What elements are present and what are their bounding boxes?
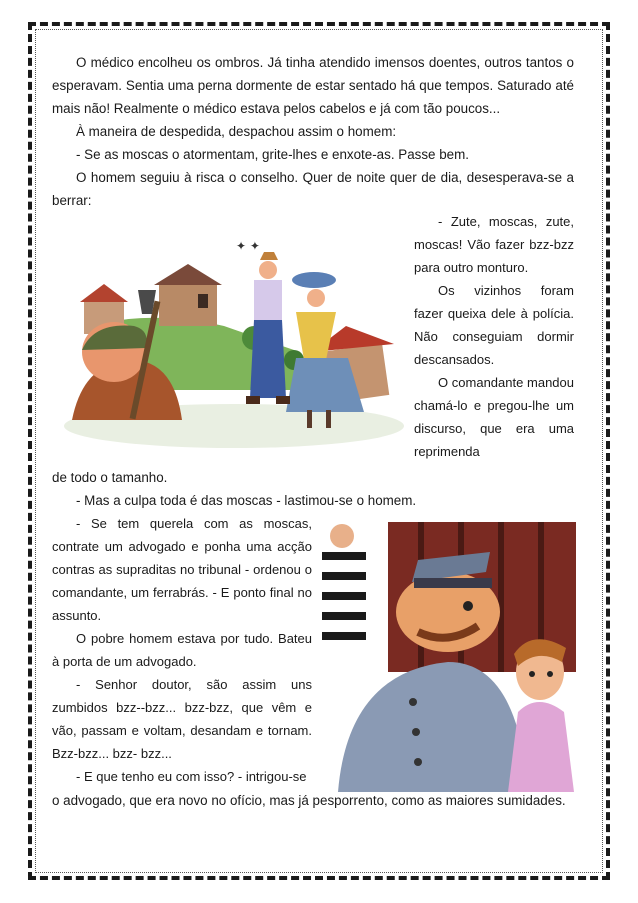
paragraph-right-1: - Zute, moscas, zute, moscas! Vão fazer bzz-bzz para outro monturo. [414,214,574,275]
village-scene-drawing [64,230,410,452]
illustration-village [64,230,410,452]
paragraph-right-3: O comandante mandou chamá-lo e pregou-lhe um discurso, que era uma reprimenda [414,375,574,459]
paragraph-right-2: Os vizinhos foram fazer queixa dele à polícia. Não conseguiam dormir descansados. [414,283,574,367]
text-block-middle [52,466,574,512]
paragraph-3: - Se as moscas o atormentam, grite-lhes e enxote-as. Passe bem. [76,147,469,162]
illustration-policeman [318,522,576,792]
paragraph-1: O médico encolheu os ombros. Já tinha atendido imensos doentes, outros tantos o esperavam. Sentia uma perna dormente de estar sentado há que tempos. Saturado até mais não! Realmente o médico estava pelos cabelos e já com tão poucos... [52,55,574,116]
text-column-right [414,210,574,463]
paragraph-left-4: - E que tenho eu com isso? - intrigou-se [76,769,307,784]
svg-text:✦ ✦: ✦ ✦ [236,239,260,253]
text-column-left [52,512,312,788]
paragraph-left-2: O pobre homem estava por tudo. Bateu à porta de um advogado. [52,631,312,669]
paragraph-left-3: - Senhor doutor, são assim uns zumbidos bzz--bzz... bzz-bzz, que vêm e vão, passam e voltam, desandam e tornam. Bzz-bzz... bzz- bzz... [52,677,312,761]
paragraph-culpa: - Mas a culpa toda é das moscas - lastimou-se o homem. [76,493,417,508]
text-block-top [52,51,574,212]
paragraph-2: À maneira de despedida, despachou assim o homem: [76,124,397,139]
text-block-closing [52,789,574,812]
paragraph-continuation: de todo o tamanho. [52,470,168,485]
policeman-scene-drawing [318,522,576,792]
paragraph-4: O homem seguiu à risca o conselho. Quer de noite quer de dia, desesperava-se a berrar: [52,170,574,208]
paragraph-left-1: - Se tem querela com as moscas, contrate um advogado e ponha uma acção contras as supraditas no tribunal - ordenou o comandante, um ferrabrás. - E ponto final no assunto. [52,516,312,623]
paragraph-closing: o advogado, que era novo no ofício, mas já pesporrento, como as maiores sumidades. [52,793,566,808]
